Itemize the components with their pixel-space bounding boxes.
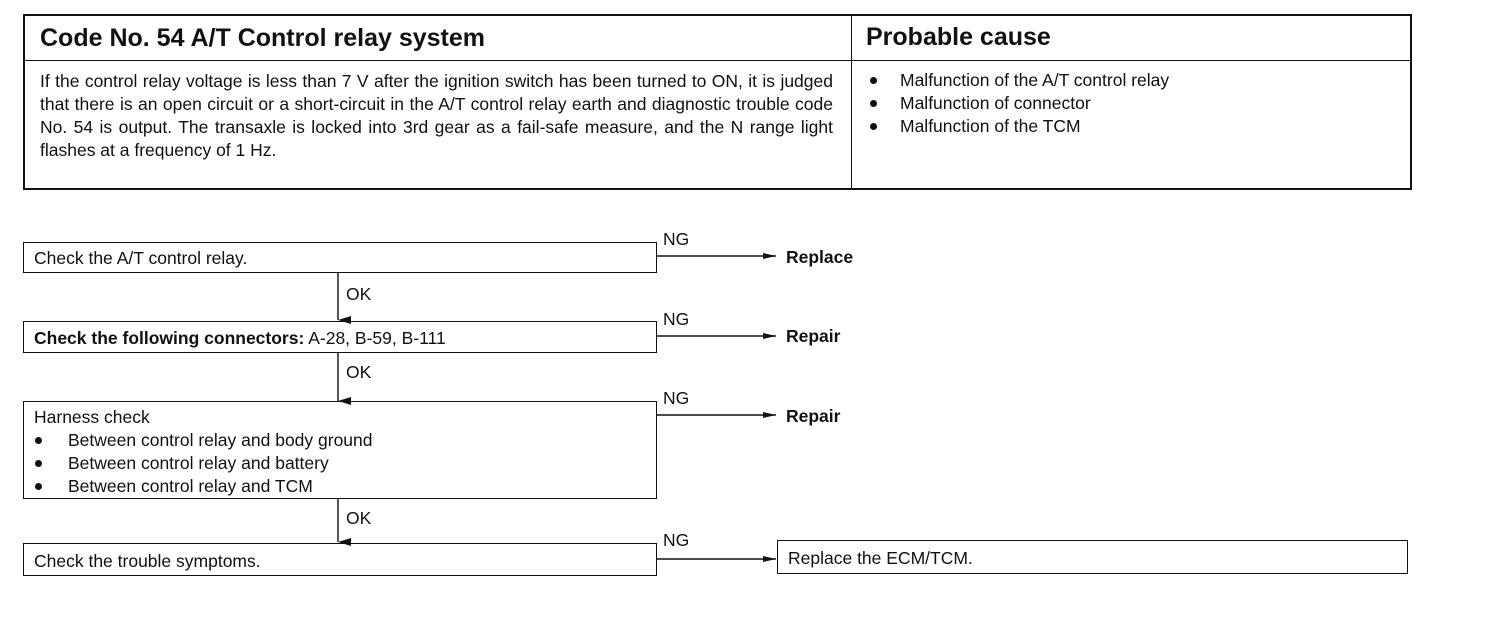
ng-label: NG [663, 530, 690, 550]
list-item: Malfunction of the A/T control relay [868, 69, 1169, 92]
list-item: Between control relay and battery [34, 452, 373, 475]
ng-label: NG [663, 388, 690, 408]
probable-cause-title: Probable cause [866, 23, 1051, 51]
ok-label: OK [346, 508, 372, 528]
replace-ecm-tcm-text: Replace the ECM/TCM. [788, 548, 973, 568]
ok-label: OK [346, 284, 372, 304]
list-item: Between control relay and body ground [34, 429, 373, 452]
harness-check-list [34, 429, 373, 498]
code-description: If the control relay voltage is less than 7 V after the ignition switch has been turned to ON, it is judged that there is an open circuit or a short-circuit in the A/T control relay earth and diagnostic trouble code No. 54 is output. The transaxle is locked into 3rd gear as a fail-safe measure, and the N range light flashes at a frequency of 1 Hz. [40, 71, 833, 160]
list-item: Between control relay and TCM [34, 475, 373, 498]
step-check-connectors-box [23, 321, 657, 353]
step-check-symptoms-text: Check the trouble symptoms. [34, 551, 261, 571]
repair-action: Repair [786, 326, 841, 346]
bullet-icon [35, 460, 42, 467]
bullet-icon [35, 437, 42, 444]
step-check-connectors-text: Check the following connectors: A-28, B-59, B-111 [34, 328, 446, 348]
step-check-relay-box [23, 242, 657, 273]
step-check-symptoms-box [23, 543, 657, 576]
step-check-relay-text: Check the A/T control relay. [34, 248, 248, 268]
repair-action: Repair [786, 406, 841, 426]
ng-label: NG [663, 309, 690, 329]
step-harness-check-box [23, 401, 657, 499]
replace-ecm-tcm-box [777, 540, 1408, 574]
code-title: Code No. 54 A/T Control relay system [40, 24, 486, 52]
ok-label: OK [346, 362, 372, 382]
ng-label: NG [663, 229, 690, 249]
bullet-icon [35, 483, 42, 490]
harness-check-title: Harness check [34, 407, 150, 427]
list-item: Malfunction of connector [868, 92, 1169, 115]
replace-action: Replace [786, 247, 854, 267]
list-item: Malfunction of the TCM [868, 115, 1169, 138]
